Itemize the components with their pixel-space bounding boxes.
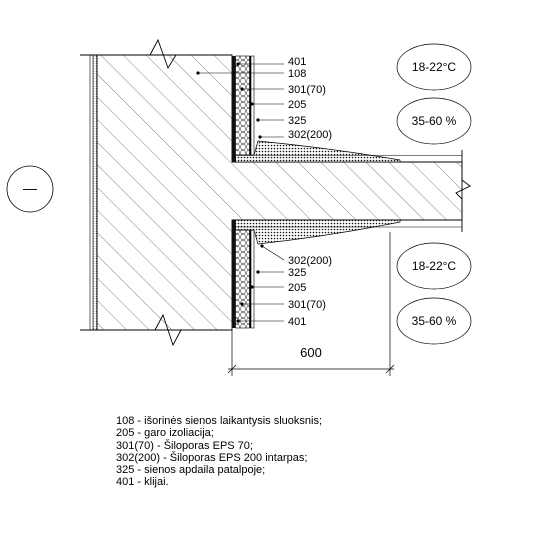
legend-item: 401 - klijai. — [116, 476, 169, 489]
callout-label: 301(70) — [288, 299, 326, 311]
section-marker-symbol: — — [23, 180, 37, 196]
upper-eps70-insulation — [236, 56, 250, 155]
load-bearing-wall — [97, 55, 462, 330]
legend-item: 325 - sienos apdaila patalpoje; — [116, 464, 266, 477]
upper-adhesive-401 — [232, 56, 236, 162]
lower-callout-labels — [288, 255, 332, 328]
material-legend — [116, 415, 322, 489]
callout-label: 401 — [288, 56, 307, 68]
upper-climate — [397, 44, 471, 144]
upper-humidity-text: 35-60 % — [411, 114, 457, 128]
exterior-finish-strip — [93, 55, 97, 330]
callout-label: 301(70) — [288, 84, 326, 96]
lower-humidity-text: 35-60 % — [411, 314, 457, 328]
legend-item: 301(70) - Šiloporas EPS 70; — [116, 439, 253, 452]
upper-callout-labels — [288, 56, 332, 141]
callout-label: 302(200) — [288, 255, 333, 267]
callout-label: 108 — [288, 68, 307, 80]
dimension-value: 600 — [300, 345, 322, 360]
legend-item: 205 - garo izoliacija; — [116, 427, 214, 440]
legend-item: 108 - išorinės sienos laikantysis sluoksnis; — [116, 415, 323, 427]
lower-eps200-wedge — [236, 220, 401, 244]
lower-adhesive-401 — [232, 220, 236, 328]
upper-eps200-wedge — [236, 141, 401, 162]
callout-label: 205 — [288, 99, 307, 111]
lower-interior-finish-325 — [251, 230, 254, 328]
lower-temperature-text: 18-22°C — [411, 259, 457, 273]
lower-eps70-insulation — [236, 230, 250, 328]
upper-temperature-text: 18-22°C — [411, 60, 457, 74]
callout-label: 401 — [288, 316, 307, 328]
callout-label: 325 — [288, 115, 307, 127]
callout-label: 325 — [288, 267, 307, 279]
callout-label: 205 — [288, 282, 307, 294]
legend-item: 302(200) - Šiloporas EPS 200 intarpas; — [116, 451, 308, 464]
lower-climate — [397, 243, 471, 344]
callout-label: 302(200) — [288, 129, 333, 141]
